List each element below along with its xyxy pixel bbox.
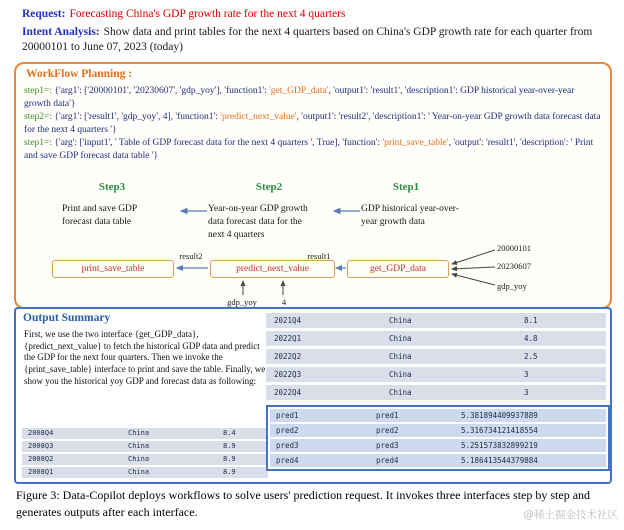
step-function-name: 'predict_next_value': [220, 112, 297, 123]
arrow-input-20000101: [452, 250, 495, 264]
workflow-title: WorkFlow Planning :: [26, 68, 133, 80]
step-function-name: 'get_GDP_data': [269, 86, 329, 96]
label-4-arg: 4: [281, 297, 287, 307]
diagram-step1-desc: GDP historical year-over-year growth data: [361, 204, 459, 227]
diagram-step1-title: Step1: [392, 181, 420, 193]
cell-country: China: [128, 455, 150, 463]
step-args: {'arg1': ['result1', 'gdp_yoy', 4], 'function1':: [52, 112, 221, 123]
function-box-get-gdp-data: get_GDP_data: [347, 260, 449, 278]
cell-value: 3: [524, 370, 529, 379]
cell-quarter: 2022Q4: [274, 388, 302, 397]
cell-quarter: 2008Q3: [28, 442, 54, 450]
diagram-step3-desc: Print and save GDP forecast data table: [62, 204, 137, 227]
cell-value: 2.5: [524, 352, 538, 361]
table-row: [22, 467, 268, 478]
table-row: [266, 349, 606, 364]
cell-quarter: 2021Q4: [274, 316, 302, 325]
workflow-step-line: [24, 85, 602, 110]
intent-label: Intent Analysis:: [22, 26, 100, 38]
cell-pred-value: 5.316734121418554: [461, 426, 538, 435]
step-args: {'arg': ['input1', ' Table of GDP forecast data for the next 4 quarters ', True], 'function':: [52, 138, 383, 149]
cell-quarter: 2022Q2: [274, 352, 302, 361]
step-args: {'arg1': ['20000101', '20230607', 'gdp_yoy'], 'function1':: [52, 86, 270, 96]
step-output-desc: , 'output1': 'result1', 'description1': GDP historical year-over-year growth data'}: [24, 86, 575, 109]
cell-pred-id2: pred3: [376, 441, 399, 450]
workflow-steps: [24, 85, 602, 163]
output-panel: [14, 307, 612, 484]
cell-pred-value: 5.381894409937889: [461, 411, 538, 420]
table-row: [266, 385, 606, 400]
cell-pred-id2: pred1: [376, 411, 399, 420]
cell-country: China: [389, 352, 412, 361]
step-label: step1=:: [24, 86, 53, 96]
diagram-step3-title: Step3: [98, 181, 126, 193]
function-box-print-save-table: print_save_table: [52, 260, 174, 278]
workflow-panel: [14, 62, 612, 309]
forecast-table: [266, 405, 610, 471]
cell-country: China: [389, 334, 412, 343]
output-title: Output Summary: [23, 312, 111, 324]
cell-value: 4.8: [524, 334, 538, 343]
cell-pred-id: pred2: [276, 426, 299, 435]
table-row: [22, 441, 268, 452]
figure-caption: Figure 3: Data-Copilot deploys workflows to solve users' prediction request. It invokes three interfaces step by step and generates outputs after each interface.: [16, 488, 591, 519]
step-output-desc: , 'output1': 'result2', 'description1': ' Year-on-year GDP growth data forecast data for the next 4 quarters '}: [24, 112, 601, 135]
cell-value: 8.4: [223, 429, 236, 437]
cell-quarter: 2008Q2: [28, 455, 54, 463]
request-label: Request:: [22, 8, 66, 20]
cell-pred-id2: pred2: [376, 426, 399, 435]
cell-pred-id: pred4: [276, 456, 299, 465]
arrow-input-gdpyoy-right: [452, 274, 495, 285]
diagram-step2-desc: Year-on-year GDP growth data forecast data for the next 4 quarters: [208, 204, 308, 240]
cell-pred-value: 5.251573832899219: [461, 441, 538, 450]
cell-pred-id2: pred4: [376, 456, 399, 465]
label-gdp-yoy-arg: gdp_yoy: [227, 297, 257, 307]
cell-pred-id: pred1: [276, 411, 299, 420]
workflow-step-line: [24, 111, 602, 136]
cell-pred-value: 5.186413544379884: [461, 456, 538, 465]
cell-value: 8.9: [223, 442, 236, 450]
table-row: [270, 409, 606, 422]
intent-line: [22, 25, 606, 55]
table-row: [270, 454, 606, 467]
cell-country: China: [128, 429, 150, 437]
cell-country: China: [128, 442, 150, 450]
table-row: [22, 454, 268, 465]
table-row: [266, 313, 606, 328]
step-output-desc: , 'output': 'result1', 'description': ' Print and save GDP forecast data table '}: [24, 138, 594, 161]
table-row: [266, 331, 606, 346]
cell-value: 8.9: [223, 455, 236, 463]
history-gdp-table: [22, 428, 268, 480]
cell-pred-id: pred3: [276, 441, 299, 450]
label-input-20000101: 20000101: [497, 243, 531, 253]
label-input-20230607: 20230607: [497, 261, 531, 271]
table-row: [270, 439, 606, 452]
cell-country: China: [128, 468, 150, 476]
cell-quarter: 2022Q1: [274, 334, 302, 343]
cell-country: China: [389, 388, 412, 397]
watermark: @稀土掘金技术社区: [523, 509, 618, 521]
arrow-input-20230607: [452, 267, 495, 269]
cell-country: China: [389, 316, 412, 325]
intent-text: Show data and print tables for the next 4 quarters based on China's GDP growth rate for each quarter from 20000101 to June 07, 2023 (today): [22, 26, 593, 54]
workflow-step-line: [24, 137, 602, 162]
step-label: step1=:: [24, 138, 53, 149]
function-box-predict-next-value: predict_next_value: [210, 260, 335, 278]
table-row: [266, 367, 606, 382]
table-row: [22, 428, 268, 439]
label-result1: result1: [307, 251, 331, 261]
cell-quarter: 2008Q4: [28, 429, 54, 437]
diagram-step2-title: Step2: [255, 181, 283, 193]
cell-value: 8.1: [524, 316, 538, 325]
output-paragraph: First, we use the two interface {get_GDP_data},{predict_next_value} to fetch the historical GDP data and predict the GDP for the next four quarters. Then we invoke the {print_save_table} interface to print and save the table. Finally, we show you the historical yoy GDP and forecast data as following:: [24, 329, 266, 386]
label-result2: result2: [179, 251, 203, 261]
recent-gdp-table: [266, 313, 606, 403]
step-function-name: 'print_save_table': [382, 138, 449, 149]
request-text: Forecasting China's GDP growth rate for the next 4 quarters: [69, 8, 346, 20]
cell-country: China: [389, 370, 412, 379]
step-label: step2=:: [24, 112, 53, 123]
request-line: [22, 8, 610, 20]
label-input-gdp-yoy: gdp_yoy: [497, 281, 527, 291]
cell-quarter: 2008Q1: [28, 468, 54, 476]
table-row: [270, 424, 606, 437]
cell-value: 3: [524, 388, 529, 397]
cell-quarter: 2022Q3: [274, 370, 302, 379]
cell-value: 8.9: [223, 468, 236, 476]
